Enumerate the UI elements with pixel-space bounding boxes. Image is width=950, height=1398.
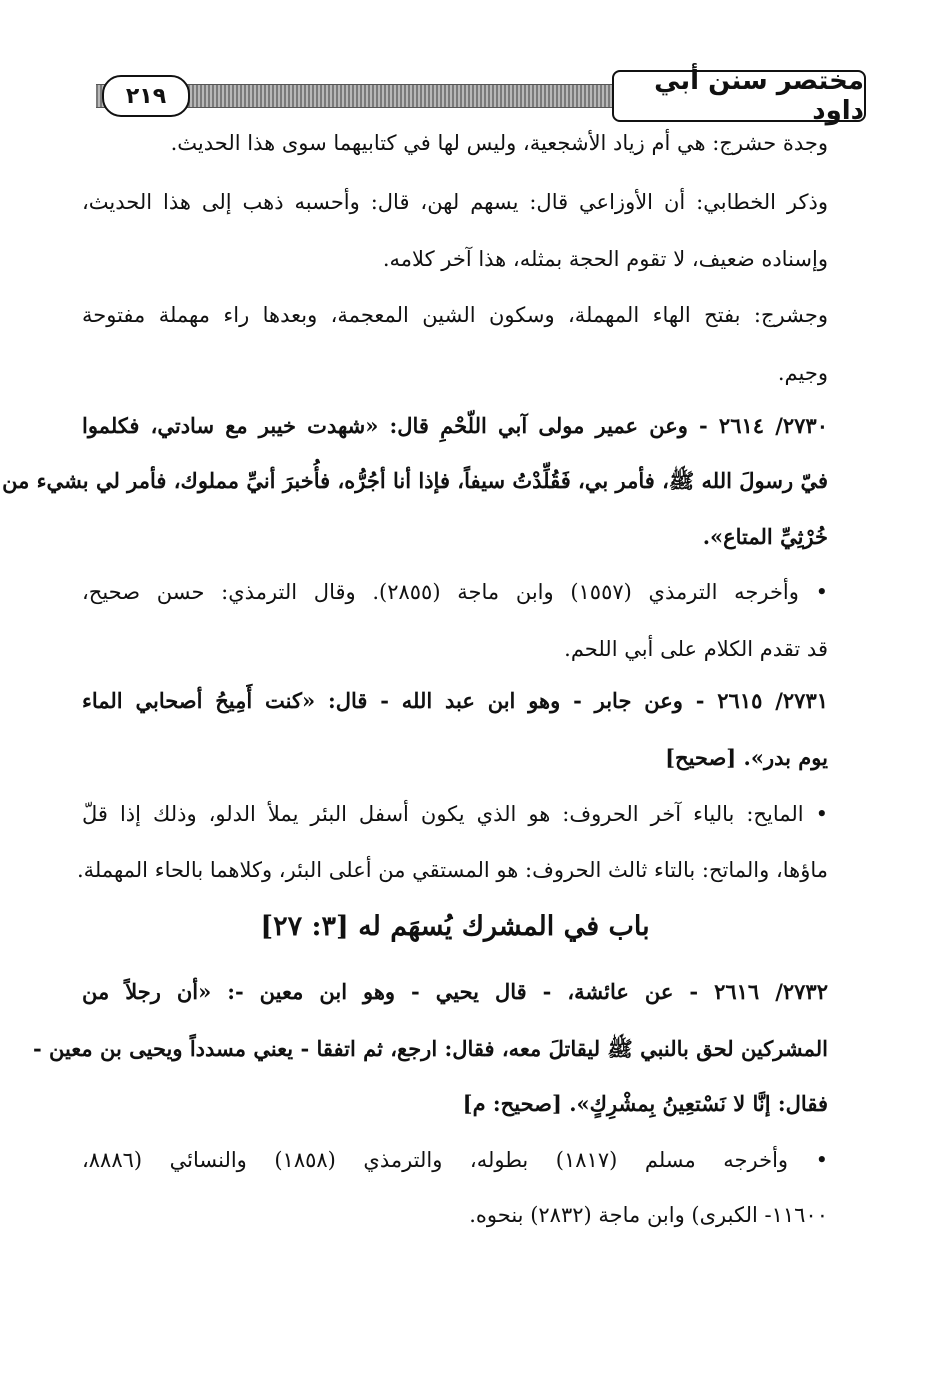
- text-line: وذكر الخطابي: أن الأوزاعي قال: يسهم لهن، قال: وأحسبه ذهب إلى هذا الحديث،: [82, 190, 828, 214]
- text-line: • وأخرجه مسلم (١٨١٧) بطوله، والترمذي (١٨٥٨) والنسائي (٨٨٨٦،: [82, 1148, 828, 1172]
- hadith-line: فقال: إنَّا لا نَسْتعِينُ بِمشْرِكٍ». [صحيح: م]: [462, 1091, 828, 1116]
- page-header: [86, 66, 866, 126]
- hadith-line: فيّ رسولَ الله ﷺ، فأمر بي، فَقُلِّدْتُ سيفاً، فإذا أنا أجُرُّه، فأُخبرَ أنيِّ مملوك، فأمر لي بشيء من: [2, 468, 828, 493]
- hadith-line: ٢٧٣٢/ ٢٦١٦ - عن عائشة، - قال يحيي - وهو ابن معين -: «أن رجلاً من: [82, 979, 828, 1004]
- text-line: ١١٦٠٠- الكبرى) وابن ماجة (٢٨٣٢) بنحوه.: [469, 1203, 828, 1227]
- book-title: مختصر سنن أبي داود: [612, 70, 866, 122]
- text-line: • وأخرجه الترمذي (١٥٥٧) وابن ماجة (٢٨٥٥). وقال الترمذي: حسن صحيح،: [82, 580, 828, 604]
- hadith-line: ٢٧٣١/ ٢٦١٥ - وعن جابر - وهو ابن عبد الله - قال: «كنت أَمِيحُ أصحابي الماء: [82, 688, 829, 713]
- chapter-heading: باب في المشرك يُسهَم له [٣: ٢٧]: [260, 911, 650, 942]
- hadith-line: يوم بدر». [صحيح]: [665, 745, 828, 770]
- text-line: ماؤها، والماتح: بالتاء ثالث الحروف: هو المستقي من أعلى البئر، وكلاهما بالحاء المهملة.: [76, 858, 828, 882]
- text-line: • المايح: بالياء آخر الحروف: هو الذي يكون أسفل البئر يملأ الدلو، وذلك إذا قلّ: [82, 802, 828, 826]
- hadith-line: المشركين لحق بالنبي ﷺ ليقاتلَ معه، فقال: ارجع، ثم اتفقا - يعني مسدداً ويحيى بن معين -: [32, 1036, 828, 1061]
- hadith-line: ٢٧٣٠/ ٢٦١٤ - وعن عمير مولى آبي اللّحْمِ قال: «شهدت خيبر مع سادتي، فكلموا: [82, 413, 828, 438]
- text-line: وجشرج: بفتح الهاء المهملة، وسكون الشين المعجمة، وبعدها راء مهملة مفتوحة: [82, 303, 828, 327]
- text-line: وإسناده ضعيف، لا تقوم الحجة بمثله، هذا آخر كلامه.: [382, 247, 828, 271]
- text-line: وجدة حشرج: هي أم زياد الأشجعية، وليس لها في كتابيهما سوى هذا الحديث.: [170, 131, 828, 155]
- text-line: قد تقدم الكلام على أبي اللحم.: [564, 637, 828, 661]
- text-line: وجيم.: [777, 361, 828, 385]
- hadith-line: خُرْثِيِّ المتاع».: [702, 524, 828, 549]
- page-number: ٢١٩: [102, 75, 190, 117]
